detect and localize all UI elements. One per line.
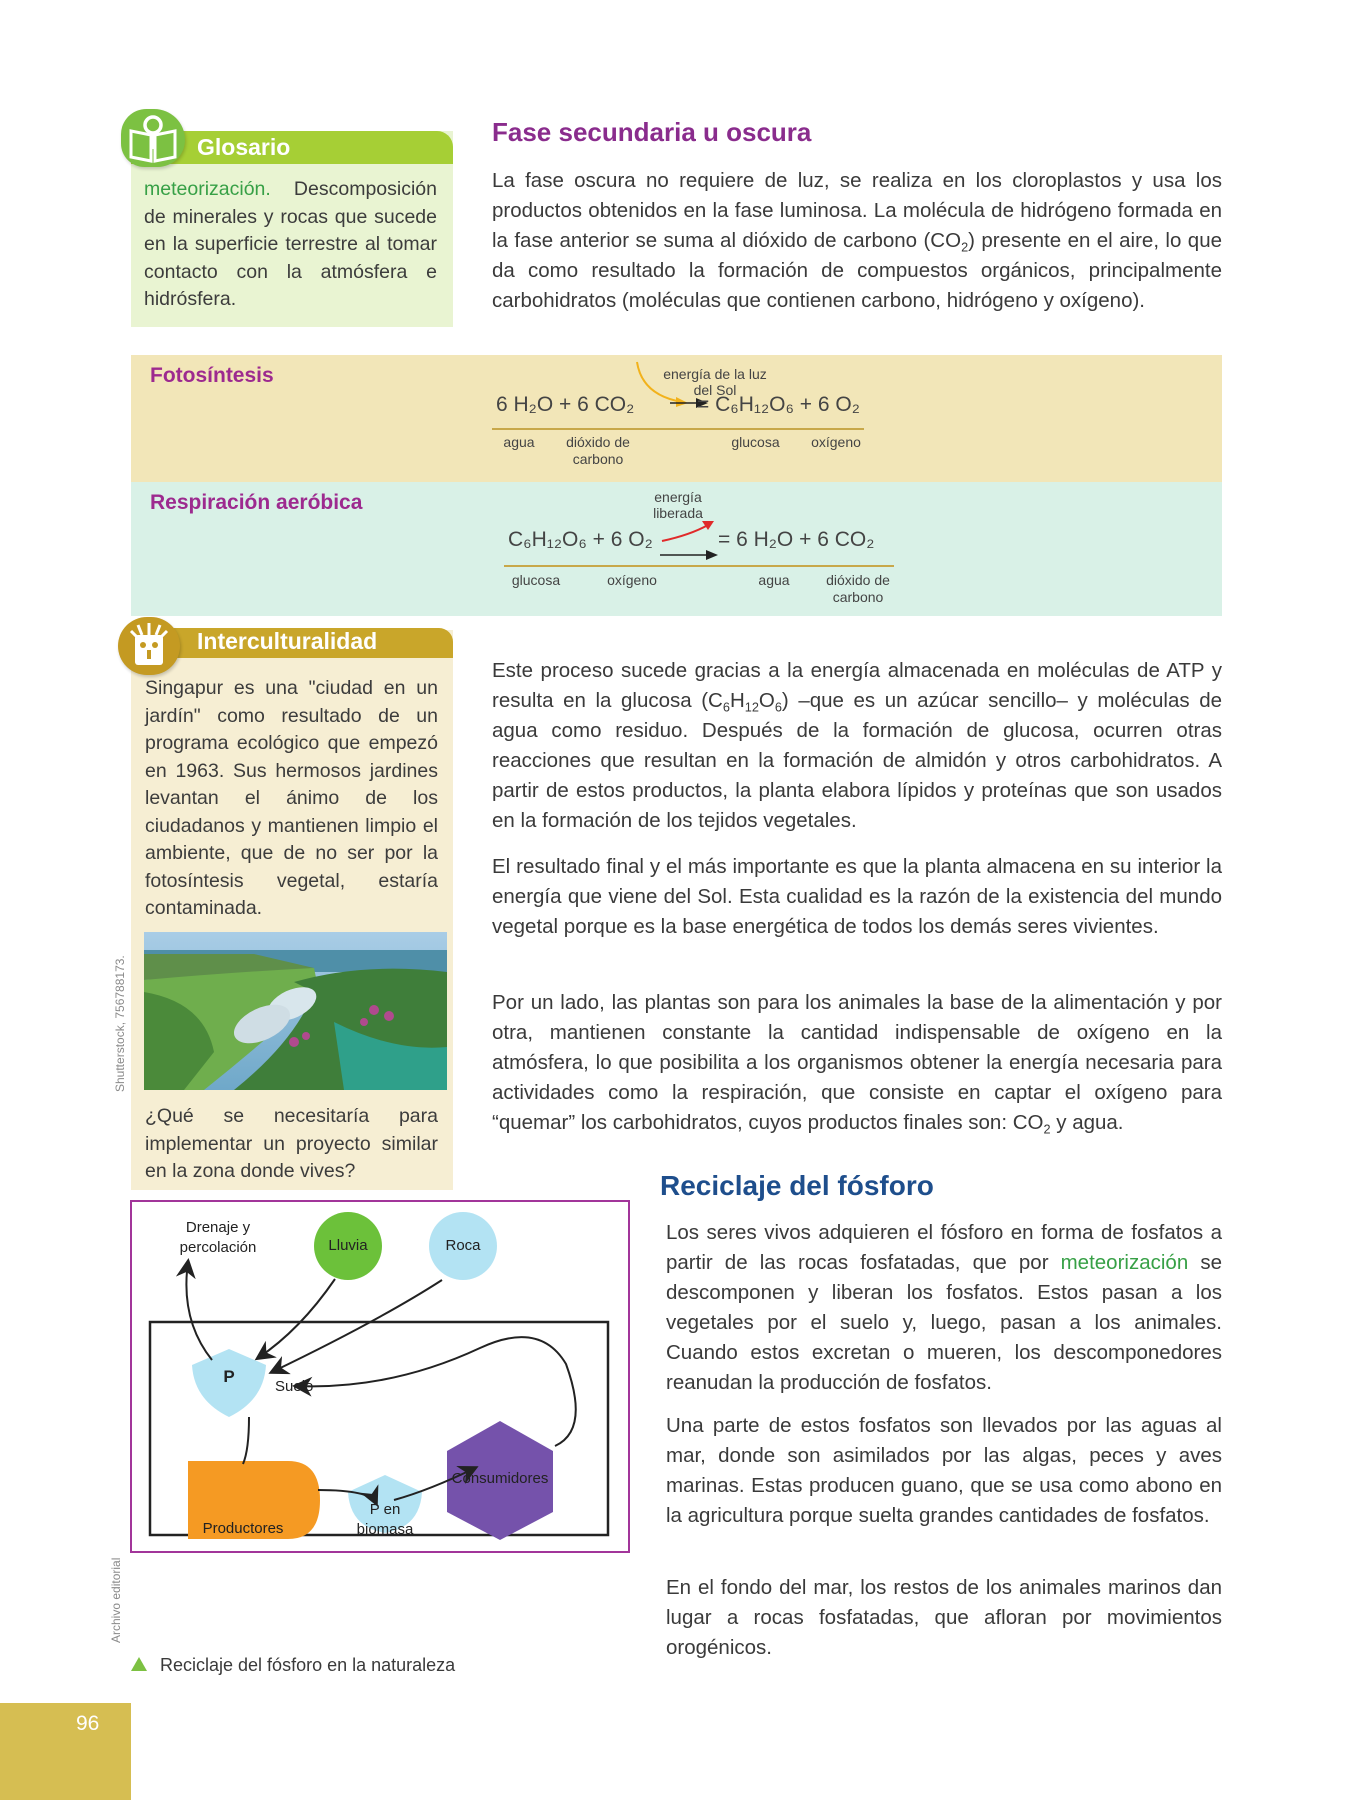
glossary-definition: meteorización. Descomposición de minerales y rocas que sucede en la superficie terrestre al tomar contacto con la atmósfera e hidrósfera.	[144, 178, 437, 310]
label-glucosa: glucosa	[731, 434, 780, 450]
label-dioxido-de-carbono: dióxido de carbono	[566, 434, 630, 467]
glossary-term: meteorización.	[144, 178, 271, 200]
label-dioxido-de-carbono: dióxido de carbono	[826, 572, 890, 605]
paragraph-fase-oscura: La fase oscura no requiere de luz, se realiza en los cloroplastos y usa los productos obtenidos en la fase luminosa. La molécula de hidrógeno formada en la fase anterior se suma al dióxido de carbono $(CO_2)$ presente en el aire, lo que da como resultado la formación de compuestos orgánicos, principalmente carbohidratos (moléculas que contienen carbono, hidrógeno y oxígeno).	[492, 169, 1222, 312]
roca-label: Roca	[445, 1237, 481, 1254]
diagram-credit: Archivo editorial	[109, 1557, 123, 1643]
page-folio-band	[0, 1703, 131, 1800]
photosynthesis-energy-label: energía de la luz del Sol	[663, 366, 767, 398]
phosphorus-cycle-diagram	[130, 1200, 630, 1553]
section-heading-fase-oscura: Fase secundaria u oscura	[492, 117, 812, 147]
mask-icon	[118, 617, 180, 675]
respiration-reactants: C₆H₁₂O₆ + 6 O₂	[508, 528, 653, 551]
page-number: 96	[76, 1712, 100, 1735]
photo-credit: Shutterstock, 756788173.	[113, 955, 127, 1092]
label-agua: agua	[503, 434, 535, 450]
singapore-gardens-photo	[144, 932, 447, 1090]
label-oxigeno: oxígeno	[811, 434, 861, 450]
p-label: P	[223, 1367, 235, 1386]
diagram-caption: Reciclaje del fósforo en la naturaleza	[160, 1655, 456, 1675]
book-magnifier-icon	[121, 109, 185, 167]
photosynthesis-products: = C₆H₁₂O₆ + 6 O₂	[697, 393, 860, 416]
paragraph-reciclaje-2: Una parte de estos fosfatos son llevados por las aguas al mar, donde son asimilados por las algas, peces y aves marinas. Estas producen guano, que se usa como abono en la agricultura porque suelta grandes cantidades de fosfatos.	[666, 1414, 1222, 1527]
label-glucosa: glucosa	[511, 572, 561, 588]
respiration-title: Respiración aeróbica	[150, 491, 363, 514]
paragraph-atp: Este proceso sucede gracias a la energía almacenada en moléculas de ATP y resulta en la glucosa $(C_6H_{12}O_6)$ –que es un azúcar sencillo– y moléculas de agua como residuo. Después de la formación de glucosa, ocurren otras reacciones que resultan en la formación de almidón y otros carbohidratos. A partir de estos productos, la planta elabora lípidos y proteínas que son usados en la formación de los tejidos vegetales.	[492, 659, 1222, 832]
respiration-products: = 6 H₂O + 6 CO₂	[718, 528, 875, 551]
productores-label: Productores	[202, 1520, 284, 1537]
photosynthesis-reactants: 6 H₂O + 6 CO₂	[496, 393, 635, 416]
suelo-label: Suelo	[275, 1378, 314, 1395]
drenaje-label: Drenaje y percolación	[179, 1219, 257, 1256]
interculturality-title: Interculturalidad	[197, 628, 378, 654]
line-suelo-to-productores	[243, 1417, 249, 1464]
term-meteorizacion: meteorización	[1060, 1251, 1189, 1274]
arrow-suelo-to-drenaje	[186, 1262, 212, 1360]
respiration-energy-label: energía liberada	[653, 489, 703, 521]
paragraph-reciclaje-1: Los seres vivos adquieren el fósforo en forma de fosfatos a partir de las rocas fosfatadas, que por meteorización se descomponen y liberan los fosfatos. Estos pasan a los vegetales por el suelo y, luego, pasan a los animales. Cuando estos excretan o mueren, los descomponedores reanudan la producción de fosfatos.	[666, 1221, 1222, 1394]
label-agua: agua	[758, 572, 790, 588]
interculturality-question: ¿Qué se necesitaría para implementar un proyecto similar en la zona donde vives?	[145, 1105, 438, 1182]
paragraph-plantas-animales: Por un lado, las plantas son para los animales la base de la alimentación y por otra, mantienen constante la cantidad indispensable de oxígeno en la atmósfera, lo que posibilita a los organismos obtener la energía necesaria para actividades como la respiración, que consiste en captar el oxígeno para “quemar” los carbohidratos, cuyos productos finales son: $CO_2$ y agua.	[492, 991, 1222, 1137]
respiration-underline	[504, 565, 894, 567]
p-biomasa-label: P en biomasa	[356, 1501, 414, 1538]
photosynthesis-title: Fotosíntesis	[150, 364, 274, 387]
section-heading-reciclaje: Reciclaje del fósforo	[660, 1170, 934, 1201]
glossary-title: Glosario	[197, 134, 291, 160]
photosynthesis-underline	[492, 428, 864, 430]
paragraph-reciclaje-3: En el fondo del mar, los restos de los animales marinos dan lugar a rocas fosfatadas, que afloran por movimientos orogénicos.	[666, 1576, 1222, 1659]
lluvia-label: Lluvia	[328, 1237, 368, 1254]
arrow-consumidores-to-suelo	[296, 1337, 576, 1446]
interculturality-text: Singapur es una "ciudad en un jardín" como resultado de un programa ecológico que empezó en 1963. Sus hermosos jardines levantan el ánimo de los ciudadanos y mantienen limpio el ambiente, que de no ser por la fotosíntesis vegetal, estaría contaminada.	[145, 677, 438, 919]
caption-triangle-icon	[131, 1657, 147, 1671]
consumidores-label: Consumidores	[451, 1470, 549, 1487]
label-oxigeno: oxígeno	[607, 572, 657, 588]
paragraph-resultado-final: El resultado final y el más importante es que la planta almacena en su interior la energía que viene del Sol. Esta cualidad es la razón de la existencia del mundo vegetal porque es la base energética de todos los demás seres vivientes.	[492, 855, 1222, 938]
